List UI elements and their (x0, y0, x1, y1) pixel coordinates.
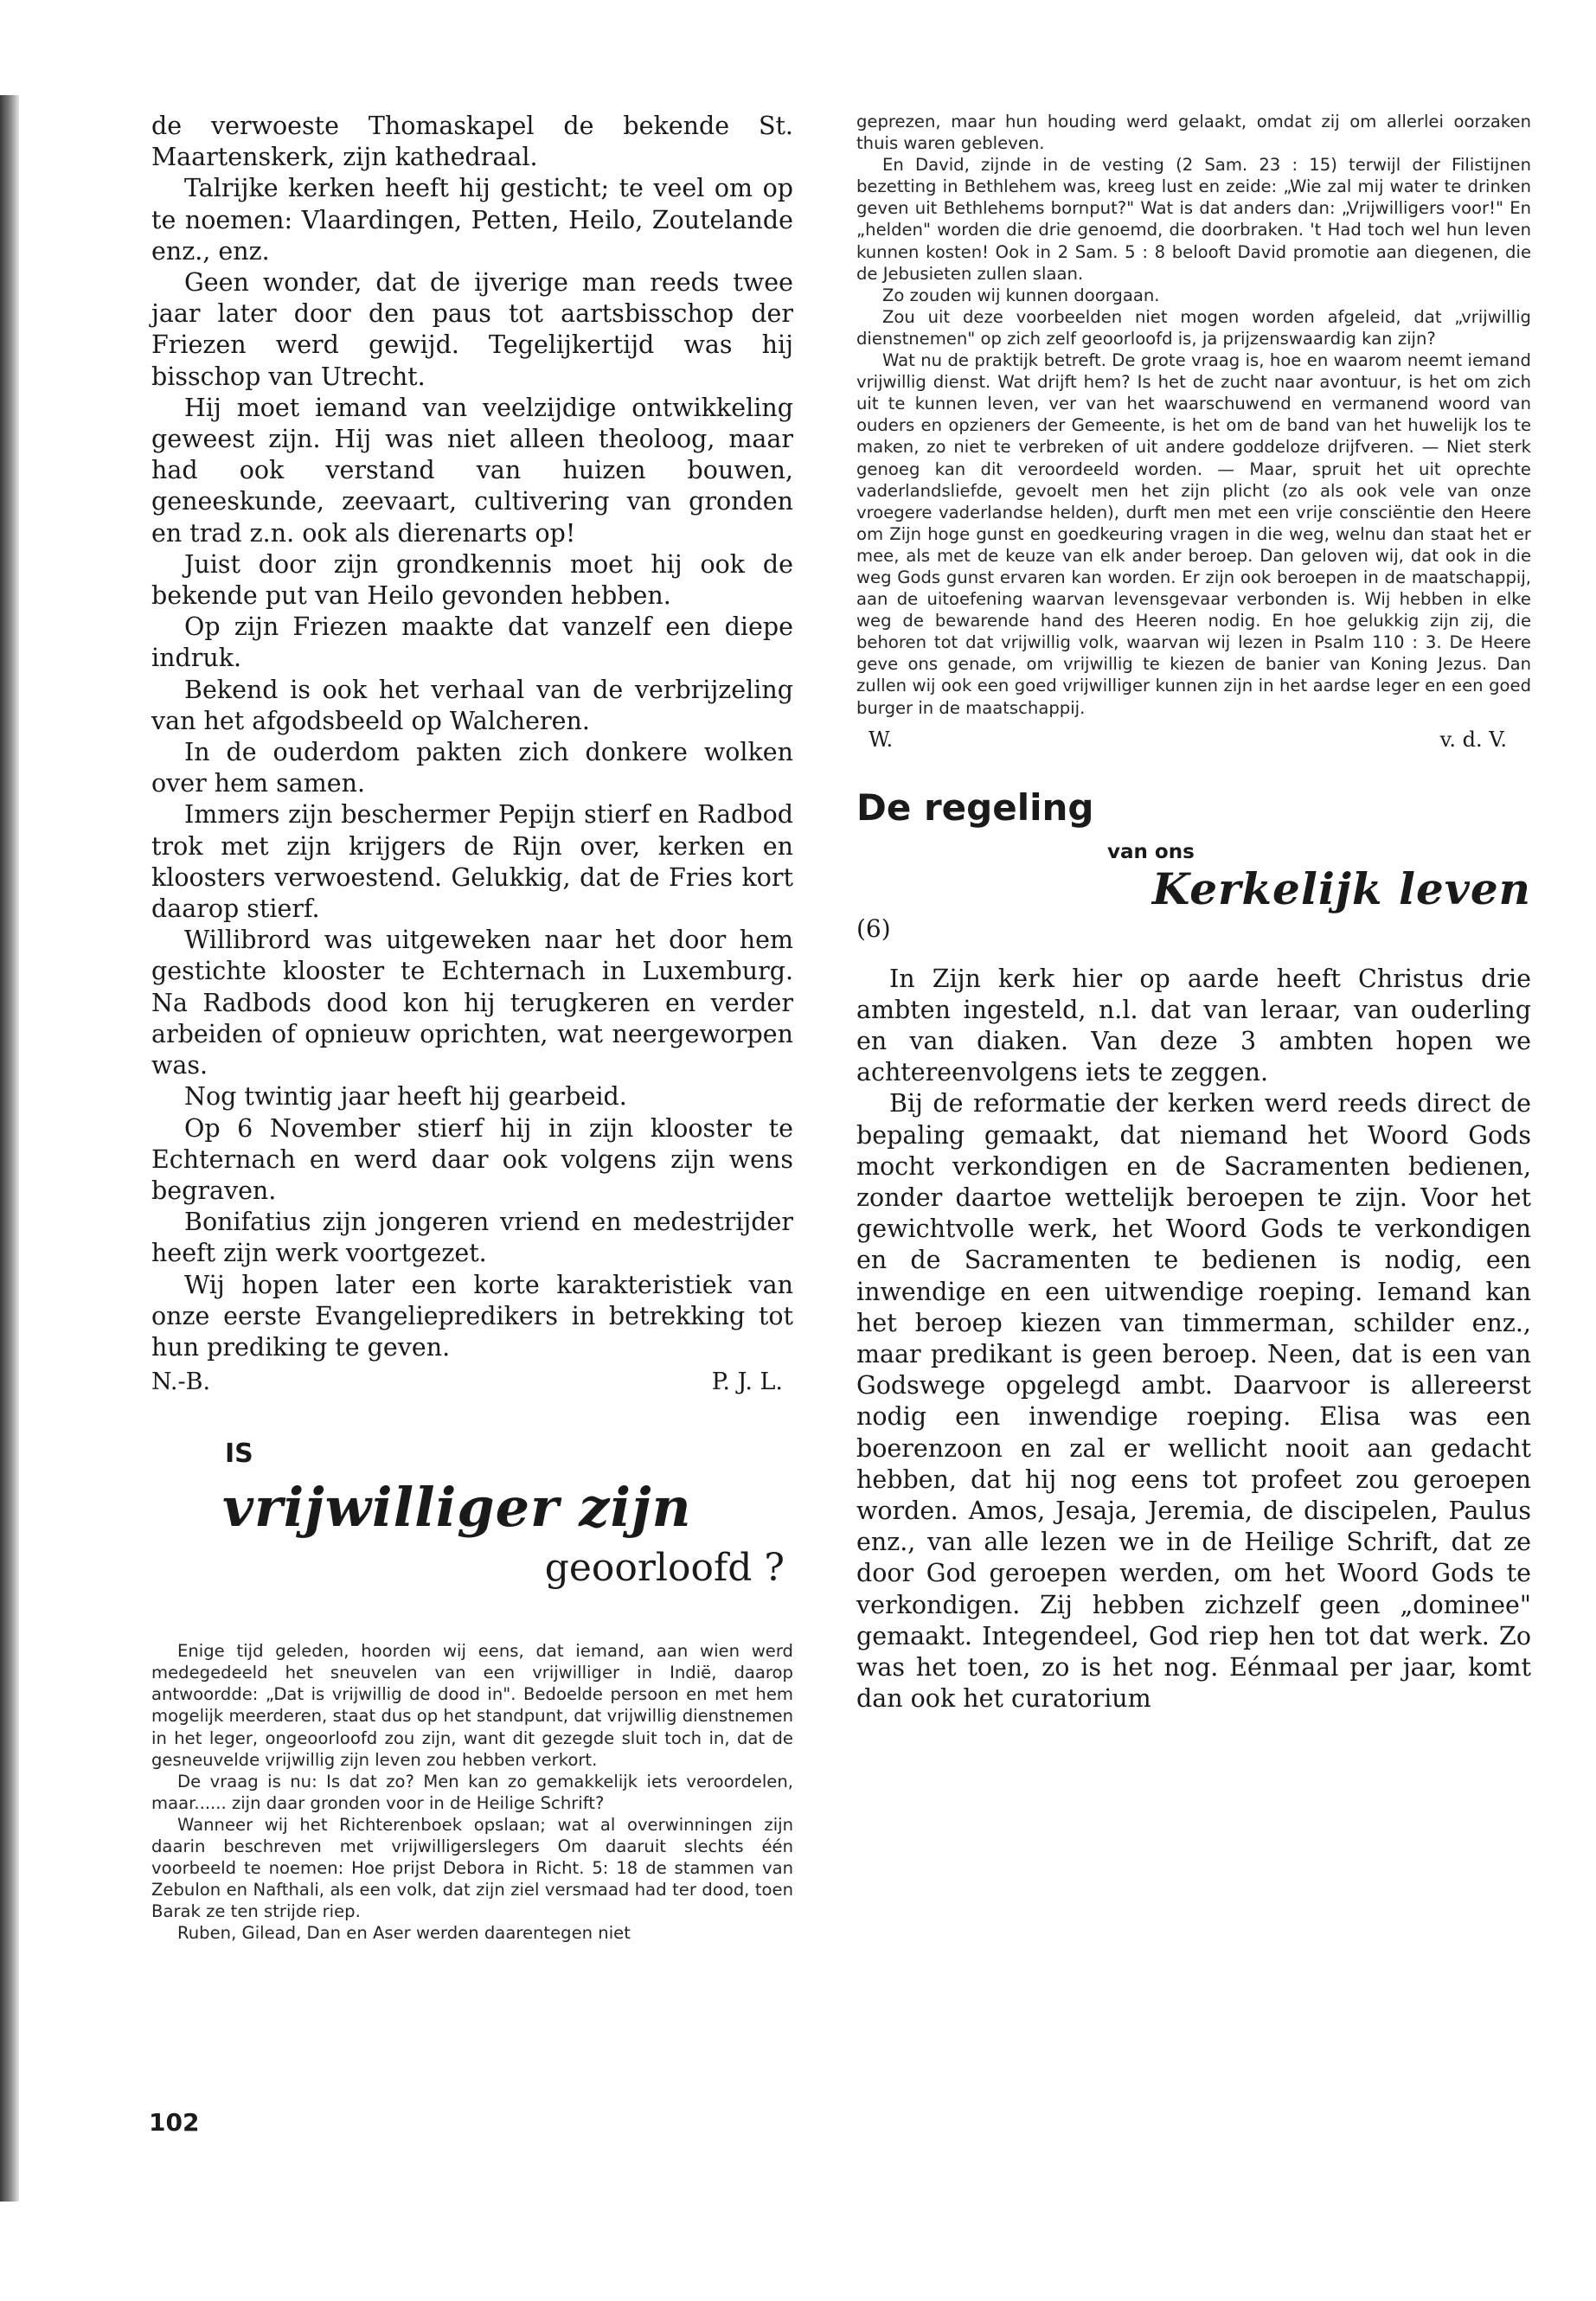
heading-van-ons: van ons (1107, 840, 1195, 863)
paragraph: En David, zijnde in de vesting (2 Sam. 23 : 15) terwijl der Filistijnen bezetting in Bethlehem was, kreeg lust en zeide: „Wie zal mij water te drinken geven uit Bethlehems bornput?" Wat is dat anders dan: „Vrijwilligers voor!" En „helden" worden die drie genoemd, die doorbraken. 't Had toch wel hun leven kunnen kosten! Ook in 2 Sam. 5 : 8 belooft David promotie aan diegenen, die de Jebusieten zullen slaan. (856, 155, 1531, 284)
paragraph: Ruben, Gilead, Dan en Aser werden daarentegen niet (177, 1923, 631, 1944)
paragraph: Op zijn Friezen maakte dat vanzelf een diepe indruk. (151, 612, 793, 673)
willibrord-article (151, 111, 793, 1395)
paragraph: Enige tijd geleden, hoorden wij eens, dat iemand, aan wien werd medegedeeld het sneuvelen van een vrijwilliger in Indië, daarop antwoordde: „Dat is vrijwillig de dood in". Bedoelde persoon en met hem mogelijk meerderen, staat dus op het standpunt, dat vrijwillig dienstnemen in het leger, ongeoorloofd zou zijn, want dit gezegde sluit toch in, dat de gesneuvelde vrijwillig zijn leven zou hebben verkort. (151, 1641, 793, 1770)
paragraph: Zou uit deze voorbeelden niet mogen worden afgeleid, dat „vrijwillig dienstnemen" op zich zelf geoorloofd is, ja prijzenswaardig kan zijn? (856, 306, 1531, 349)
vrijwilliger-article-continued (856, 111, 1531, 752)
paragraph: Nog twintig jaar heeft hij gearbeid. (184, 1082, 627, 1112)
author-initials: v. d. V. (1439, 727, 1507, 752)
vrijwilliger-article-start (151, 1640, 793, 1944)
paragraph: Wanneer wij het Richterenboek opslaan; wat al overwinningen zijn daarin beschreven met vrijwilligerslegers Om daaruit slechts één voorbeeld te noemen: Hoe prijst Debora in Richt. 5: 18 de stammen van Zebulon en Nafthali, als een volk, dat zijn ziel versmaad had ter dood, toen Barak ze ten strijde riep. (151, 1814, 793, 1922)
scan-shadow-edge (0, 95, 19, 2202)
paragraph: Op 6 November stierf hij in zijn klooster te Echternach en werd daar ook volgens zijn wens begraven. (151, 1113, 793, 1205)
paragraph: Willibrord was uitgeweken naar het door hem gestichte klooster te Echternach in Luxemburg. Na Radbods dood kon hij terugkeren en verder arbeiden of opnieuw oprichten, wat neergeworpen was. (151, 926, 793, 1080)
paragraph: Wij hopen later een korte karakteristiek van onze eerste Evangeliepredikers in betrekking tot hun prediking te geven. (151, 1270, 793, 1362)
paragraph: De vraag is nu: Is dat zo? Men kan zo gemakkelijk iets veroordelen, maar...... zijn daar gronden voor in de Heilige Schrift? (151, 1771, 793, 1813)
series-number: (6) (856, 913, 891, 943)
paragraph: Geen wonder, dat de ijverige man reeds twee jaar later door den paus tot aartsbisschop der Friezen werd gewijd. Tegelijkertijd was hij bisschop van Utrecht. (151, 268, 793, 391)
heading-script-title: vrijwilliger zijn (222, 1476, 692, 1540)
regeling-article (856, 964, 1531, 1715)
heading-subtitle: geoorloofd ? (544, 1546, 785, 1591)
heading-is: IS (225, 1439, 253, 1470)
paragraph: Bonifatius zijn jongeren vriend en medestrijder heeft zijn werk voortgezet. (151, 1208, 793, 1268)
paragraph: Immers zijn beschermer Pepijn stierf en Radbod trok met zijn krijgers de Rijn over, kerken en kloosters verwoestend. Gelukkig, dat de Fries kort daarop stierf. (151, 800, 793, 924)
paragraph: In Zijn kerk hier op aarde heeft Christus drie ambten ingesteld, n.l. dat van leraar, van ouderling en van diaken. Van deze 3 ambten hopen we achtereenvolgens iets te zeggen. (856, 964, 1531, 1087)
paragraph: Juist door zijn grondkennis moet hij ook de bekende put van Heilo gevonden hebben. (151, 549, 793, 611)
author-initials: P. J. L. (711, 1368, 783, 1396)
paragraph: In de ouderdom pakten zich donkere wolken over hem samen. (151, 738, 793, 798)
paragraph: Zo zouden wij kunnen doorgaan. (882, 285, 1160, 305)
signature (856, 727, 1531, 752)
paragraph: Bekend is ook het verhaal van de verbrijzeling van het afgodsbeeld op Walcheren. (151, 675, 793, 735)
regeling-heading (856, 786, 1531, 943)
left-column (151, 111, 793, 1944)
signature-initials: N.-B. (151, 1368, 211, 1396)
paragraph: de verwoeste Thomaskapel de bekende St. Maartenskerk, zijn kathedraal. (151, 112, 793, 172)
paragraph: geprezen, maar hun houding werd gelaakt, omdat zij om allerlei oorzaken thuis waren gebleven. (856, 112, 1531, 154)
heading-script-title: Kerkelijk leven (1151, 862, 1531, 914)
paragraph: Wat nu de praktijk betreft. De grote vraag is, hoe en waarom neemt iemand vrijwillig dienst. Wat drijft hem? Is het de zucht naar avontuur, is het om zich uit te kunnen leven, ver van het waarschuwend en vermanend woord van ouders en opzieners der Gemeente, is het om de band van het huwelijk los te maken, zo niet te verbreken of uit andere goddeloze drijfveren. — Niet sterk genoeg kan dit veroordeeld worden. — Maar, spruit het uit oprechte vaderlandsliefde, gevoelt men het zijn plicht (zo als ook vele van onze vroegere vaderlandse helden), durft men met een vrije consciëntie den Heere om Zijn hoge gunst en goedkeuring vragen in die weg, welnu dan staat het er mee, als met de keuze van elk ander beroep. Dan geloven wij, dat ook in die weg Gods gunst ervaren kan worden. Er zijn ook beroepen in de maatschappij, aan de uitoefening waarvan levensgevaar verbonden is. Wij hebben in elke weg de bewarende hand des Heeren nodig. En hoe gelukkig zijn zij, die behoren tot dat vrijwillig volk, waarvan wij lezen in Psalm 110 : 3. De Heere geve ons genade, om vrijwillig te kiezen de banier van Koning Jezus. Dan zullen wij ook een goed vrijwilliger kunnen zijn in het aardse leger en een goed burger in de maatschappij. (856, 350, 1531, 718)
paragraph: Hij moet iemand van veelzijdige ontwikkeling geweest zijn. Hij was niet alleen theoloog, maar had ook verstand van huizen bouwen, geneeskunde, zeevaart, cultivering van gronden en trad z.n. ook als dierenarts op! (151, 393, 793, 548)
paragraph: Bij de reformatie der kerken werd reeds direct de bepaling gemaakt, dat niemand het Woord Gods mocht verkondigen en de Sacramenten bedienen, zonder daartoe wettelijk beroepen te zijn. Voor het gewichtvolle werk, het Woord Gods te verkondigen en de Sacramenten te bedienen is nodig, een inwendige en een uitwendige roeping. Iemand kan het beroep kiezen van timmerman, schilder enz., maar predikant is geen beroep. Neen, dat is een van Godswege opgelegd ambt. Daarvoor is allereerst nodig een inwendige roeping. Elisa was een boerenzoon en zal er wellicht nooit aan gedacht hebben, dat hij nog eens tot profeet zou geroepen worden. Amos, Jesaja, Jeremia, de discipelen, Paulus enz., van alle lezen we in de Heilige Schrift, dat ze door God geroepen werden, om het Woord Gods te verkondigen. Zij hebben zichzelf geen „dominee" gemaakt. Integendeel, God riep hen tot dat werk. Zo was het toen, zo is het nog. Eénmaal per jaar, komt dan ook het curatorium (856, 1089, 1531, 1714)
signature (151, 1368, 793, 1395)
paragraph: Talrijke kerken heeft hij gesticht; te veel om op te noemen: Vlaardingen, Petten, Heilo, Zoutelande enz., enz. (151, 174, 793, 266)
right-column (856, 111, 1531, 1715)
page-number: 102 (149, 2108, 200, 2137)
heading-title: De regeling (856, 785, 1094, 829)
signature-initials: W. (869, 727, 894, 752)
vrijwilliger-heading (151, 1439, 793, 1590)
